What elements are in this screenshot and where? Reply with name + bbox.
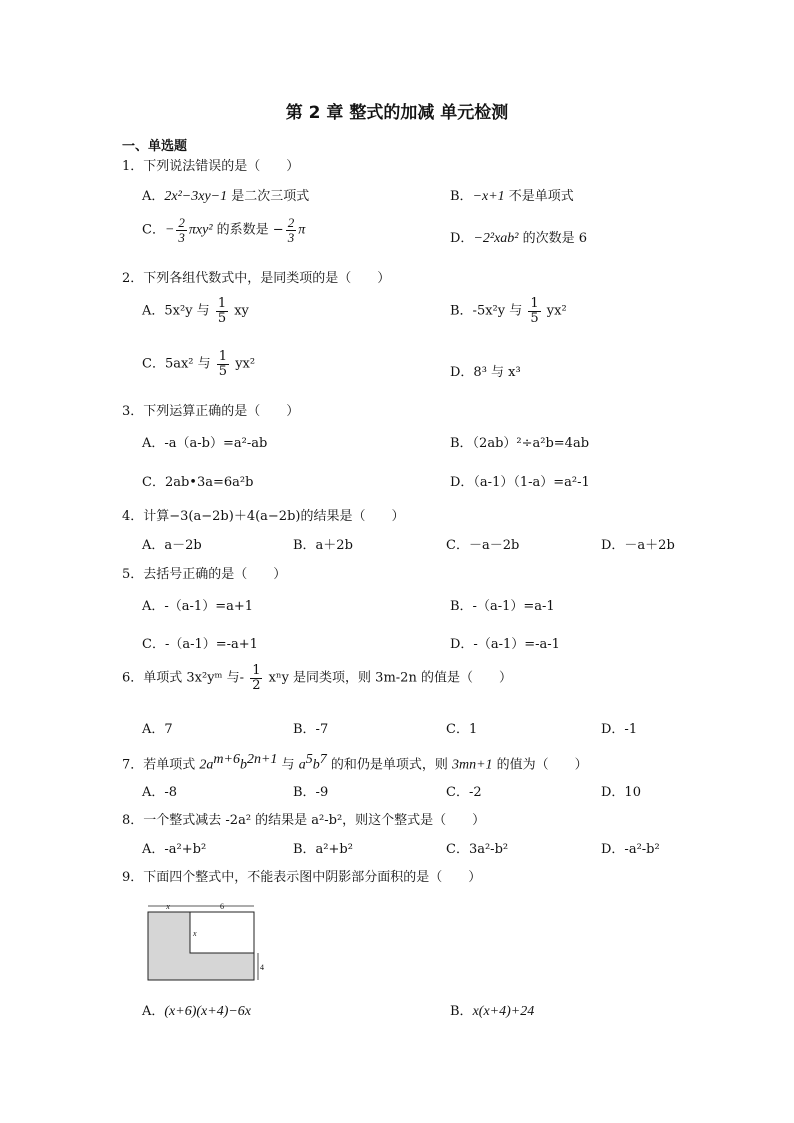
question-8-stem: 8．一个整式减去 -2a² 的结果是 a²-b²，则这个整式是（ ） <box>122 813 486 828</box>
math-expr: x(x+4)+24 <box>472 1004 535 1019</box>
question-5-option-a[interactable]: A．-（a-1）=a+1 <box>142 599 254 614</box>
question-2-option-c[interactable] <box>142 350 255 378</box>
question-2-option-a[interactable] <box>142 297 249 325</box>
question-6-option-b[interactable]: B．-7 <box>293 722 329 737</box>
math-expr: − <box>164 222 175 238</box>
numerator: 1 <box>217 296 227 311</box>
numerator: 2 <box>287 215 295 230</box>
option-letter: D． <box>450 231 474 246</box>
question-2-stem: 2．下列各组代数式中，是同类项的是（ ） <box>122 271 391 286</box>
question-8-option-d[interactable]: D．-a²-b² <box>601 842 660 857</box>
question-1-option-b[interactable] <box>450 185 574 205</box>
label-x-mid: x <box>193 929 197 938</box>
question-2-option-d[interactable]: D．8³ 与 x³ <box>450 365 521 380</box>
fraction <box>528 297 540 325</box>
stem-text: xⁿy 是同类项，则 3m-2n 的值是（ ） <box>264 670 512 686</box>
page-title: 第 2 章 整式的加减 单元检测 <box>285 103 509 123</box>
question-3-option-d[interactable]: D．（a-1）（1-a）=a²-1 <box>450 475 590 490</box>
question-7-stem <box>122 752 588 773</box>
question-8-option-b[interactable]: B．a²+b² <box>293 842 353 857</box>
question-1-option-c[interactable] <box>142 216 305 244</box>
option-letter: A． <box>142 189 165 204</box>
inner-rectangle <box>190 912 254 953</box>
question-9-option-a[interactable] <box>142 1000 251 1020</box>
question-3-option-b[interactable]: B．（2ab）²÷a²b=4ab <box>450 436 590 451</box>
option-text: xy <box>230 303 249 319</box>
label-4: 4 <box>260 963 264 972</box>
fraction <box>250 664 262 692</box>
denominator: 5 <box>530 310 539 326</box>
question-6-stem <box>122 664 512 692</box>
math-expr: πxy² <box>188 222 213 238</box>
exponent: m+6 <box>213 752 240 767</box>
question-7-option-a[interactable]: A．-8 <box>142 785 178 800</box>
option-text: 不是单项式 <box>504 189 574 204</box>
question-4-option-d[interactable]: D．－a＋2b <box>601 538 675 553</box>
numerator: 1 <box>530 296 539 311</box>
question-4-stem: 4．计算−3(a−2b)＋4(a−2b)的结果是（ ） <box>122 509 405 524</box>
option-text: yx² <box>542 303 567 319</box>
option-text: 的次数是 6 <box>518 231 588 246</box>
question-6-option-a[interactable]: A．7 <box>142 722 173 737</box>
question-9-stem: 9．下面四个整式中，不能表示图中阴影部分面积的是（ ） <box>122 870 482 885</box>
numerator: 2 <box>178 215 185 230</box>
option-letter: C． <box>142 222 165 238</box>
numerator: 1 <box>252 663 261 678</box>
fraction <box>176 216 187 244</box>
option-text: A．5x²y 与 <box>142 303 214 319</box>
fraction <box>216 297 228 325</box>
question-8-option-c[interactable]: C．3a²-b² <box>446 842 509 857</box>
denominator: 3 <box>287 229 295 245</box>
question-1-option-a[interactable] <box>142 185 309 205</box>
question-7-option-d[interactable]: D．10 <box>601 785 641 800</box>
numerator: 1 <box>218 349 228 364</box>
option-text: 的系数是 − <box>212 222 284 238</box>
fraction <box>286 216 297 244</box>
math-expr: π <box>298 222 306 238</box>
option-text: 是二次三项式 <box>227 189 310 204</box>
question-9-option-b[interactable] <box>450 1000 534 1020</box>
option-letter: B． <box>450 189 473 204</box>
question-6-option-d[interactable]: D．-1 <box>601 722 638 737</box>
question-5-option-d[interactable]: D．-（a-1）=-a-1 <box>450 637 560 652</box>
exponent: 5 <box>305 752 313 767</box>
math-expr: 2a <box>199 757 214 773</box>
denominator: 5 <box>217 310 227 326</box>
denominator: 3 <box>178 229 185 245</box>
math-expr: a <box>298 757 306 773</box>
stem-text: 的值为（ ） <box>492 757 588 773</box>
question-6-option-c[interactable]: C．1 <box>446 722 478 737</box>
question-4-option-b[interactable]: B．a＋2b <box>293 538 353 553</box>
math-expr: 2x²−3xy−1 <box>164 189 228 204</box>
question-3-stem: 3．下列运算正确的是（ ） <box>122 404 300 419</box>
denominator: 5 <box>218 363 228 379</box>
math-expr: b <box>239 757 247 773</box>
stem-text: 与 <box>277 757 299 773</box>
label-6: 6 <box>220 902 224 911</box>
option-letter: A． <box>142 1004 165 1019</box>
option-letter: B． <box>450 1004 473 1019</box>
question-4-option-a[interactable]: A．a－2b <box>142 538 202 553</box>
option-text: yx² <box>231 356 256 372</box>
exponent: 2n+1 <box>246 752 278 767</box>
option-text: B．-5x²y 与 <box>450 303 527 319</box>
question-5-option-b[interactable]: B．-（a-1）=a-1 <box>450 599 555 614</box>
question-5-stem: 5．去括号正确的是（ ） <box>122 567 287 582</box>
question-4-option-c[interactable]: C．－a－2b <box>446 538 520 553</box>
math-expr: 3mn+1 <box>451 757 493 773</box>
math-expr: −x+1 <box>472 189 505 204</box>
question-7-option-c[interactable]: C．-2 <box>446 785 482 800</box>
fraction <box>217 350 229 378</box>
question-3-option-a[interactable]: A．-a（a-b）=a²-ab <box>142 436 268 451</box>
question-8-option-a[interactable]: A．-a²+b² <box>142 842 207 857</box>
stem-text: 的和仍是单项式，则 <box>326 757 452 773</box>
question-7-option-b[interactable]: B．-9 <box>293 785 329 800</box>
question-1-stem: 1．下列说法错误的是（ ） <box>122 159 300 174</box>
math-expr: b <box>312 757 320 773</box>
stem-text: 7．若单项式 <box>122 757 200 773</box>
question-1-option-d[interactable] <box>450 227 587 247</box>
label-x-top: x <box>166 902 170 911</box>
exponent: 7 <box>319 752 327 767</box>
question-3-option-c[interactable]: C．2ab•3a=6a²b <box>142 475 254 490</box>
question-5-option-c[interactable]: C．-（a-1）=-a+1 <box>142 637 258 652</box>
shaded-region-figure <box>146 902 266 986</box>
section-heading: 一、单选题 <box>122 139 188 154</box>
question-2-option-b[interactable] <box>450 297 567 325</box>
stem-text: 6．单项式 3x²yᵐ 与- <box>122 670 249 686</box>
math-expr: −2²xab² <box>473 231 519 246</box>
math-expr: (x+6)(x+4)−6x <box>164 1004 252 1019</box>
option-text: C．5ax² 与 <box>142 356 215 372</box>
denominator: 2 <box>252 677 261 693</box>
